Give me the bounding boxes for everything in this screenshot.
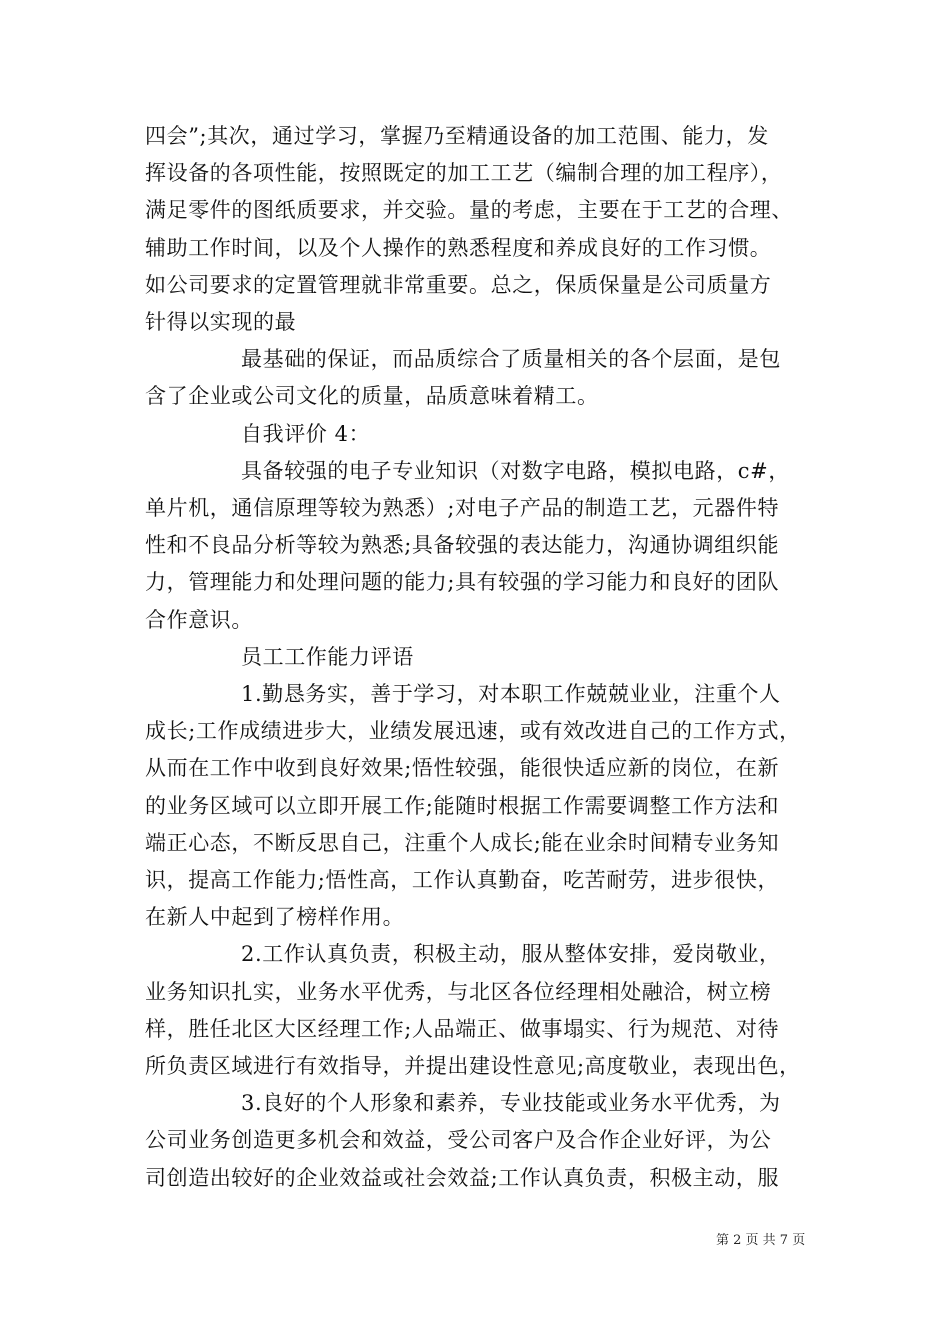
text-line: 含了企业或公司文化的质量，品质意味着精工。 <box>145 384 599 409</box>
text-line: 挥设备的各项性能，按照既定的加工工艺（编制合理的加工程序）， <box>145 161 783 186</box>
text-line: 从而在工作中收到良好效果;悟性较强，能很快适应新的岗位，在新 <box>145 756 780 781</box>
text-line: 1.勤恳务实，善于学习，对本职工作兢兢业业，注重个人 <box>241 682 781 707</box>
text-line: 在新人中起到了榜样作用。 <box>145 905 405 930</box>
text-line: 成长;工作成绩进步大，业绩发展迅速，或有效改进自己的工作方式， <box>145 719 801 744</box>
document-body <box>145 118 813 1197</box>
paragraph <box>145 416 813 453</box>
paragraph <box>145 936 813 1085</box>
text-line: 所负责区域进行有效指导，并提出建设性意见;高度敬业，表现出色， <box>145 1054 801 1079</box>
text-line: 力，管理能力和处理问题的能力;具有较强的学习能力和良好的团队 <box>145 570 780 595</box>
text-line: 具备较强的电子专业知识（对数字电路，模拟电路，c#， <box>241 458 790 483</box>
text-line: 如公司要求的定置管理就非常重要。总之，保质保量是公司质量方 <box>145 272 772 297</box>
page-number-footer: 第 2 页 共 7 页 <box>716 1233 806 1248</box>
paragraph <box>145 341 813 415</box>
text-line: 的业务区域可以立即开展工作;能随时根据工作需要调整工作方法和 <box>145 793 780 818</box>
text-line: 司创造出较好的企业效益或社会效益;工作认真负责，积极主动，服 <box>145 1165 780 1190</box>
text-line: 性和不良品分析等较为熟悉;具备较强的表达能力，沟通协调组织能 <box>145 533 780 558</box>
text-line: 公司业务创造更多机会和效益，受公司客户及合作企业好评，为公 <box>145 1128 772 1153</box>
text-line: 满足零件的图纸质要求，并交验。量的考虑，主要在于工艺的合理、 <box>145 198 793 223</box>
text-line: 辅助工作时间，以及个人操作的熟悉程度和养成良好的工作习惯。 <box>145 235 772 260</box>
text-line: 3.良好的个人形象和素养，专业技能或业务水平优秀，为 <box>241 1091 781 1116</box>
text-line: 员工工作能力评语 <box>241 644 414 669</box>
paragraph <box>145 676 813 936</box>
text-line: 2.工作认真负责，积极主动，服从整体安排，爱岗敬业， <box>241 942 781 967</box>
text-line: 针得以实现的最 <box>145 310 297 335</box>
text-line: 端正心态，不断反思自己，注重个人成长;能在业余时间精专业务知 <box>145 830 780 855</box>
paragraph <box>145 118 813 341</box>
text-line: 自我评价 4： <box>241 421 371 446</box>
text-line: 合作意识。 <box>145 607 253 632</box>
paragraph <box>145 453 813 639</box>
text-line: 最基础的保证，而品质综合了质量相关的各个层面，是包 <box>241 347 781 372</box>
paragraph <box>145 639 813 676</box>
text-line: 样，胜任北区大区经理工作;人品端正、做事塌实、行为规范、对待 <box>145 1016 780 1041</box>
text-line: 业务知识扎实，业务水平优秀，与北区各位经理相处融洽，树立榜 <box>145 979 772 1004</box>
text-line: 识，提高工作能力;悟性高，工作认真勤奋，吃苦耐劳，进步很快， <box>145 868 780 893</box>
text-line: 四会”;其次，通过学习，掌握乃至精通设备的加工范围、能力，发 <box>145 124 769 148</box>
paragraph <box>145 1085 813 1197</box>
text-line: 单片机，通信原理等较为熟悉）;对电子产品的制造工艺，元器件特 <box>145 496 780 521</box>
